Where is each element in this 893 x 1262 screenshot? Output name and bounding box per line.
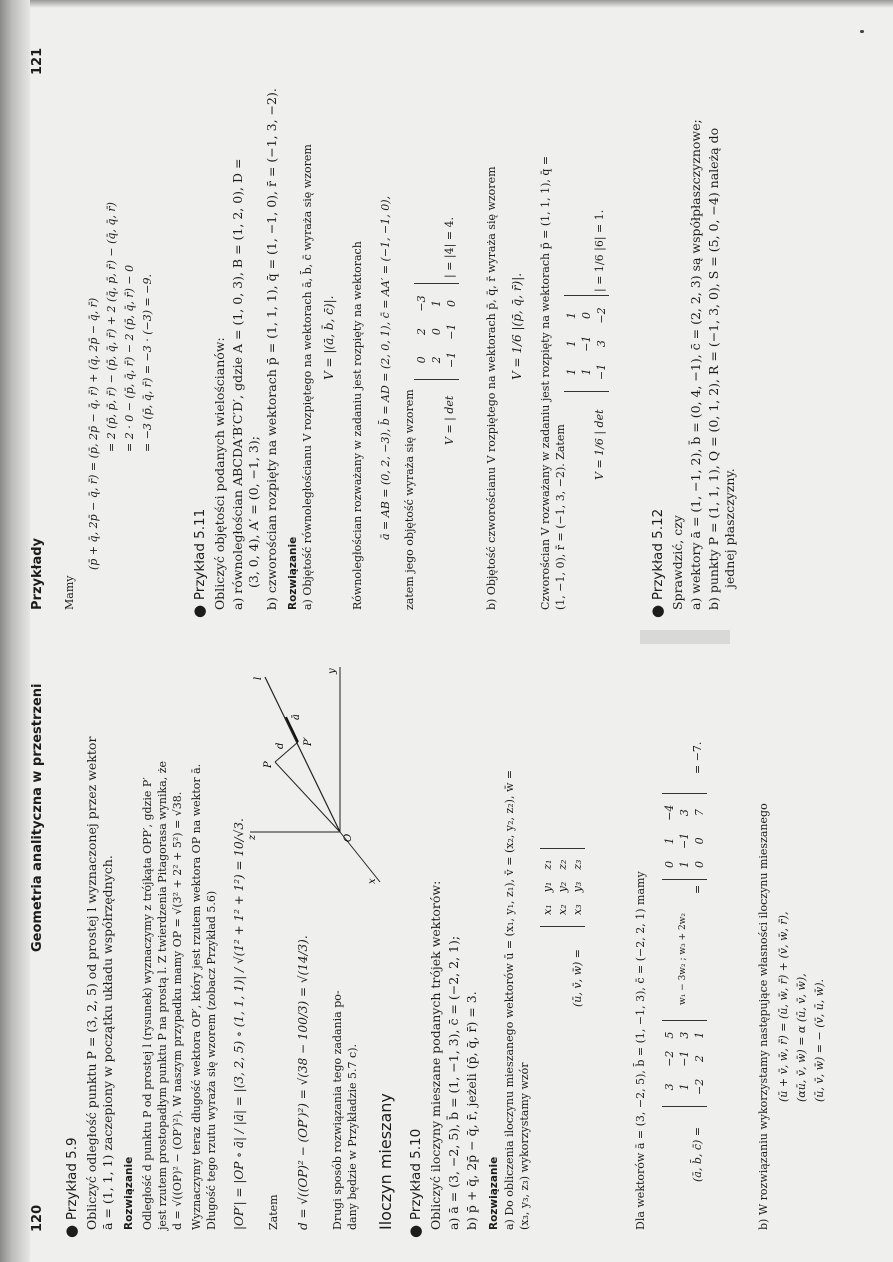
- task-line: Obliczyć objętości podanych wielościanów:: [212, 337, 227, 610]
- running-head: Przykłady: [30, 537, 45, 610]
- text-zatem: Zatem: [267, 1194, 280, 1230]
- equation-projection: |OP′| = |OP ∘ ā| / |ā| = |(3, 2, 5) ∘ (1, 1, 1)| / √(1² + 1² + 1²) = 10/√3.: [232, 818, 246, 1230]
- calc-lhs: (ā, b̄, c̄) =: [691, 1126, 704, 1182]
- derivation-line-1: (p̄ + q̄, 2p̄ − q̄, r̄) = (p̄, 2p̄ − q̄, r̄) + (q̄, 2p̄ − q̄, r̄): [87, 297, 100, 570]
- vector-a: [286, 717, 298, 742]
- segment-op: [275, 762, 340, 832]
- calc-determinant-1: 3 −2 5 1 −1 3 −2 2 1: [662, 1020, 707, 1107]
- example-5-10-title: ● Przykład 5.10: [406, 1128, 424, 1238]
- page-120: [0, 644, 893, 1252]
- solution-line: d = √((OP)² − (OP′)²). W naszym przypadku mamy OP = √(3² + 2² + 5²) = √38.: [171, 791, 184, 1230]
- label-p: P: [263, 761, 274, 768]
- solution-line: zatem jego objętość wyraża się wzorem: [403, 389, 416, 610]
- page-number: 121: [30, 47, 45, 75]
- solution-line: Równoległościan rozważany w zadaniu jest rozpięty na wektorach: [351, 241, 364, 610]
- calc-determinant-2: 0 1 −4 1 −1 3 0 0 7: [662, 793, 707, 880]
- task-line: Obliczyć odległość punktu P = (3, 2, 5) od prostej l wyznaczonej przez wektor: [84, 736, 99, 1230]
- task-line: Obliczyć iloczyny mieszane podanych trójek wektorów:: [428, 880, 443, 1230]
- section-title: Iloczyn mieszany: [376, 1093, 395, 1230]
- task-line: Sprawdzić, czy: [670, 515, 685, 610]
- label-l: l: [253, 676, 264, 680]
- page-number: 120: [30, 1204, 45, 1232]
- example-5-12-title: ● Przykład 5.12: [648, 508, 666, 618]
- calc-equals: =: [691, 884, 704, 894]
- solution-line: Dla wektorów ā = (3, −2, 5), b̄ = (1, −1, 3), c̄ = (−2, 2, 1) mamy: [634, 871, 647, 1230]
- task-line: ā = (1, 1, 1) zaczepiony w początku układu współrzędnych.: [100, 855, 115, 1230]
- task-item-b: b) p̄ + q̄, 2p̄ − q̄, r̄, jeżeli (p̄, q̄, r̄) = 3.: [464, 991, 479, 1230]
- solution-line: a) Do obliczenia iloczynu mieszanego wektorów ū = (x₁, y₁, z₁), v̄ = (x₂, y₂, z₂), w̄ =: [503, 769, 516, 1230]
- example-5-11-title: ● Przykład 5.11: [190, 508, 208, 618]
- label-z: z: [247, 834, 258, 840]
- note-line: dany będzie w Przykładzie 5.7 c).: [346, 1044, 359, 1230]
- derivation-line-2: = 2 (p̄, p̄, r̄) − (p̄, q̄, r̄) + 2 (q̄, p̄, r̄) − (q̄, q̄, r̄): [105, 202, 118, 452]
- calc-result: = −7.: [691, 741, 704, 774]
- property-1: (ū + v̄, w̄, r̄) = (ū, w̄, r̄) + (v̄, w̄, r̄),: [777, 911, 790, 1102]
- solution-label: Rozwiązanie: [123, 1156, 135, 1230]
- task-item-a: a) równoległościan ABCDA′B′C′D′, gdzie A = (1, 0, 3), B = (1, 2, 0), D =: [230, 158, 245, 610]
- page-121: [0, 18, 893, 630]
- line-l: [265, 677, 340, 832]
- volume2-result: | = 1/6 |6| = 1.: [593, 209, 606, 292]
- derivation-line-4: = −3 (p̄, q̄, r̄) = −3 · (−3) = −9.: [141, 274, 154, 452]
- solution-line: b) W rozwiązaniu wykorzystamy następujące własności iloczynu mieszanego: [757, 803, 770, 1230]
- property-2: (αū, v̄, w̄) = α (ū, v̄, w̄),: [795, 973, 808, 1102]
- volume2-determinant: 1 1 1 1 −1 0 −1 3 −2: [564, 295, 609, 392]
- property-3: (ū, v̄, w̄) = − (v̄, ū, w̄).: [813, 979, 826, 1102]
- solution-line: jest rzutem prostopadłym punktu P na prostą l. Z twierdzenia Pitagorasa wynika, że: [156, 760, 169, 1230]
- book-gutter: [640, 630, 730, 644]
- label-a: ā: [291, 714, 302, 720]
- task-item-a: a) wektory ā = (1, −1, 2), b̄ = (0, 4, −1), c̄ = (2, 2, 3) są współpłaszczyznowe;: [688, 119, 703, 610]
- volume2-lhs: V = 1/6 | det: [593, 409, 606, 480]
- solution-line: (1, −1, 0), r̄ = (−1, 3, −2). Zatem: [554, 424, 567, 610]
- solution-label: Rozwiązanie: [287, 536, 299, 610]
- label-y: y: [327, 668, 338, 674]
- formula-volume-tetra: V = 1/6 |(p̄, q̄, r̄)|.: [510, 272, 524, 380]
- task-item-b-cont: jednej płaszczyzny.: [722, 468, 737, 588]
- geometry-figure: [245, 662, 385, 892]
- solution-line: Odległość d punktu P od prostej l (rysunek) wyznaczymy z trójkąta OPP′, gdzie P′: [141, 777, 154, 1230]
- derivation-line-3: = 2 · 0 − (p̄, q̄, r̄) − 2 (p̄, q̄, r̄) − 0: [123, 264, 136, 452]
- text-mamy: Mamy: [63, 575, 76, 610]
- solution-line: Długość tego rzutu wyraża się wzorem (zobacz Przykład 5.6): [205, 890, 218, 1230]
- note-line: Drugi sposób rozwiązania tego zadania po-: [331, 990, 344, 1230]
- volume-determinant: 0 2 −3 2 0 1 −1 −1 0: [414, 283, 459, 380]
- formula-lhs: (ū, v̄, w̄) =: [571, 949, 584, 1007]
- task-item-a-cont: (3, 0, 4), A′ = (0, −1, 3);: [246, 436, 261, 588]
- solution-line: Wyznaczymy teraz długość wektora OP′, który jest rzutem wektora OP na wektor ā.: [190, 763, 203, 1230]
- label-p-prime: P′: [303, 737, 314, 746]
- volume-result: | = |4| = 4.: [443, 216, 456, 278]
- formula-determinant: x₁ y₁ z₁ x₂ y₂ z₂ x₃ y₃ z₃: [540, 848, 585, 927]
- equation-distance: d = √((OP)² − (OP′)²) = √(38 − 100/3) = √(14/3).: [296, 935, 310, 1230]
- solution-line: a) Objętość równoległościanu V rozpiętego na wektorach ā, b̄, c̄ wyraża się wzorem: [301, 144, 314, 610]
- task-item-a: a) ā = (3, −2, 5), b̄ = (1, −1, 3), c̄ = (−2, 2, 1);: [446, 935, 461, 1230]
- solution-line: Czworościan V rozważany w zadaniu jest rozpięty na wektorach p̄ = (1, 1, 1), q̄ =: [539, 155, 552, 610]
- vectors-line: ā = AB = (0, 2, −3), b̄ = AD = (2, 0, 1), c̄ = AA′ = (−1, −1, 0),: [379, 195, 392, 540]
- solution-label: Rozwiązanie: [488, 1156, 500, 1230]
- task-item-b: b) punkty P = (1, 1, 1), Q = (0, 1, 2), R = (−1, 3, 0), S = (5, 0, −4) należą do: [706, 127, 721, 610]
- label-x: x: [367, 878, 378, 884]
- row-operations: w₁ − 3w₂ ; w₃ + 2w₂: [678, 913, 688, 1005]
- solution-line: b) Objętość czworościanu V rozpiętego na wektorach p̄, q̄, r̄ wyraża się wzorem: [485, 166, 498, 610]
- solution-line: (x₃, y₃, z₃) wykorzystamy wzór: [518, 1062, 531, 1230]
- volume-lhs: V = | det: [443, 395, 456, 445]
- example-5-9-title: ● Przykład 5.9: [62, 1137, 80, 1238]
- formula-volume: V = |(ā, b̄, c̄)|.: [322, 295, 336, 380]
- label-d: d: [275, 742, 286, 749]
- label-o: O: [343, 833, 354, 842]
- running-head: Geometria analityczna w przestrzeni: [30, 683, 45, 952]
- task-item-b: b) czworościan rozpięty na wektorach p̄ = (1, 1, 1), q̄ = (1, −1, 0), r̄ = (−1, 3, −2).: [264, 88, 279, 610]
